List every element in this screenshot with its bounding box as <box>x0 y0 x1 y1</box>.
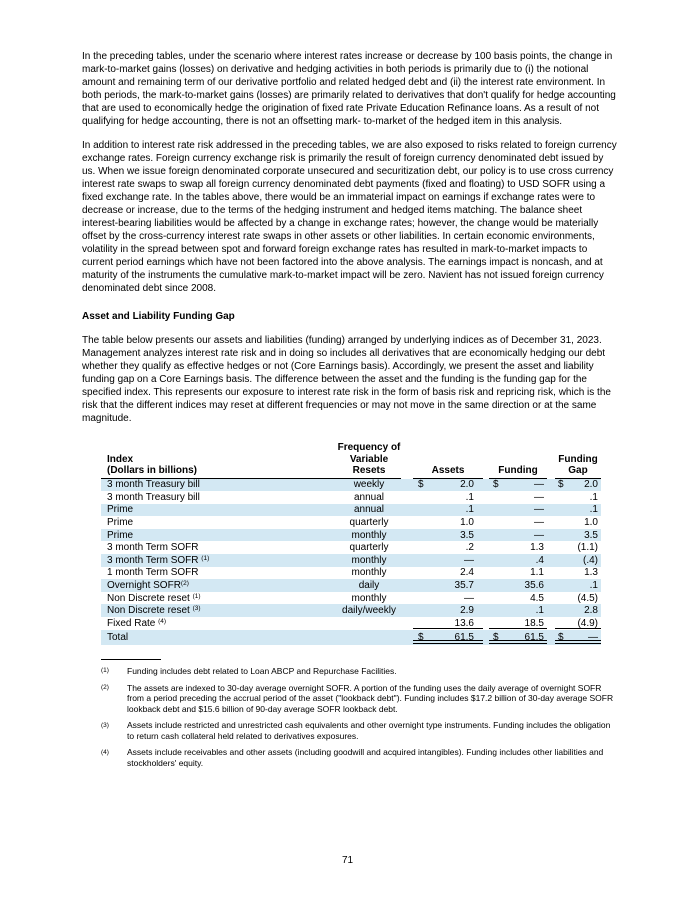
footnote <box>101 666 616 677</box>
footnote <box>101 720 616 741</box>
cell-assets <box>413 491 483 504</box>
cell-funding-gap <box>555 617 601 629</box>
footnote <box>101 747 616 768</box>
footnote-marker: (1) <box>101 667 109 675</box>
currency-symbol: $ <box>418 479 424 491</box>
cell-value: (.4) <box>583 554 598 566</box>
cell-assets <box>413 617 483 629</box>
cell-funding-gap <box>555 516 601 529</box>
cell-funding <box>489 631 547 644</box>
cell-value: (4.9) <box>577 618 598 630</box>
cell-index: 3 month Term SOFR $^{(1)}$ <box>107 554 210 566</box>
currency-symbol: $ <box>558 479 564 491</box>
cell-value: 1.0 <box>584 517 598 529</box>
footnote-marker: (2) <box>101 684 109 692</box>
footnote-marker: (3) <box>192 605 201 613</box>
cell-funding-gap <box>555 503 601 516</box>
table-row <box>101 592 601 605</box>
page-number: 71 <box>341 855 354 866</box>
table-body <box>101 479 601 645</box>
footnote-text: Assets include restricted and unrestricted cash equivalents and other overnight type instruments. Funding includes the obligation to return cash collateral held related to derivatives exposures. <box>127 720 611 741</box>
footnote-marker: (2) <box>180 580 189 588</box>
cell-value: .1 <box>589 491 598 503</box>
footnote-text: Funding includes debt related to Loan ABCP and Repurchase Facilities. <box>127 665 397 676</box>
cell-funding-gap <box>555 592 601 605</box>
currency-symbol: $ <box>493 479 499 491</box>
cell-resets: weekly <box>353 479 385 491</box>
cell-index: Prime <box>107 529 134 541</box>
cell-value: 2.8 <box>584 605 598 617</box>
cell-funding-gap <box>555 541 601 554</box>
cell-assets <box>413 503 483 516</box>
cell-value: 35.7 <box>454 580 474 592</box>
cell-value: 13.6 <box>454 618 474 630</box>
cell-index: Overnight SOFR$^{(2)}$ <box>107 580 189 592</box>
cell-value: 3.5 <box>584 529 598 541</box>
cell-assets <box>413 478 483 491</box>
cell-value: — <box>534 517 544 529</box>
cell-value: .1 <box>589 504 598 516</box>
cell-assets <box>413 579 483 592</box>
table-header-funding-gap: Funding Gap <box>555 454 601 479</box>
cell-resets: daily/weekly <box>342 605 396 617</box>
cell-resets: monthly <box>351 592 387 604</box>
cell-funding <box>489 592 547 605</box>
cell-assets <box>413 631 483 644</box>
table-header-index: Index (Dollars in billions) <box>101 454 337 479</box>
cell-index: Fixed Rate $^{(4)}$ <box>107 617 167 629</box>
cell-value: 1.1 <box>530 567 544 579</box>
table-row <box>101 516 601 529</box>
cell-value: (1.1) <box>577 542 598 554</box>
footnote-marker: (4) <box>101 748 109 756</box>
table-row <box>101 567 601 580</box>
cell-assets <box>413 541 483 554</box>
cell-value: — <box>534 491 544 503</box>
cell-funding <box>489 541 547 554</box>
cell-funding <box>489 478 547 491</box>
cell-index: Prime <box>107 504 134 516</box>
cell-assets <box>413 592 483 605</box>
cell-value: .1 <box>589 580 598 592</box>
cell-index: Non Discrete reset $^{(3)}$ <box>107 605 201 617</box>
cell-value: 2.0 <box>584 479 598 491</box>
cell-value: 2.9 <box>460 605 474 617</box>
cell-value: 18.5 <box>524 618 544 630</box>
cell-funding-gap <box>555 579 601 592</box>
cell-funding-gap <box>555 529 601 542</box>
cell-value: 61.5 <box>454 631 474 643</box>
table-row <box>101 491 601 504</box>
table-row <box>101 541 601 554</box>
cell-value: .4 <box>535 554 544 566</box>
cell-resets: monthly <box>351 554 387 566</box>
cell-funding-gap <box>555 631 601 644</box>
cell-funding <box>489 516 547 529</box>
table-row <box>101 529 601 542</box>
cell-value: — <box>534 504 544 516</box>
cell-funding-gap <box>555 566 601 579</box>
cell-resets: quarterly <box>349 517 389 529</box>
cell-funding <box>489 604 547 617</box>
currency-symbol: $ <box>418 631 424 643</box>
footnote-marker: (1) <box>201 554 210 562</box>
cell-funding <box>489 566 547 579</box>
cell-funding <box>489 491 547 504</box>
footnote-text: Assets include receivables and other assets (including goodwill and acquired intangibles). Funding includes other liabilities and stockholders' equity. <box>127 747 604 768</box>
table-header-funding: Funding <box>489 465 547 479</box>
cell-value: 1.3 <box>584 567 598 579</box>
paragraph-foreign-currency: In addition to interest rate risk addressed in the preceding tables, we are also exposed to risks related to foreign currency exchange rates. Foreign currency exchange risk is primarily the result of foreign currency denominated debt issued by us. When we issue foreign denominated corporate unsecured and securitization debt, our policy is to use cross currency interest rate swaps to swap all foreign currency denominated debt payments (fixed and floating) to USD SOFR using a fixed exchange rate. In the tables above, there would be an immaterial impact on earnings if exchange rates were to decrease or increase, due to the terms of the hedging instrument and hedged items matching. The balance sheet interest-bearing liabilities would be affected by a change in exchange rates; however, the change would be materially offset by the cross-currency interest rate swaps in other assets or other liabilities. In certain economic environments, volatility in the spread between spot and forward foreign exchange rates has resulted in mark-to-market impacts to current period earnings which have not been factored into the above analysis. The earnings impact is noncash, and at maturity of the instruments the cumulative mark-to-market impact will be zero. Navient has not issued foreign currency denominated debt since 2008. <box>82 140 617 294</box>
cell-funding <box>489 503 547 516</box>
cell-value: 4.5 <box>530 592 544 604</box>
cell-assets <box>413 516 483 529</box>
cell-resets: daily <box>358 580 380 592</box>
cell-index: 3 month Treasury bill <box>107 491 200 503</box>
table-row <box>101 479 601 492</box>
cell-resets: monthly <box>351 567 387 579</box>
cell-value: — <box>588 631 598 643</box>
cell-assets <box>413 529 483 542</box>
paragraph-table-intro: The table below presents our assets and liabilities (funding) arranged by underlying indices as of December 31, 2023. Management analyzes interest rate risk and in doing so includes all derivatives that are economically hedging our debt whether they qualify as effective hedges or not (Core Earnings basis). Accordingly, we present the asset and liability funding gap on a Core Earnings basis. The difference between the asset and the funding is the funding gap for the specified index. This represents our exposure to interest rate risk in the form of basis risk and repricing risk, which is the risk that the different indices may reset at different frequencies or may not move in the same direction or at the same magnitude. <box>82 335 611 424</box>
cell-value: .1 <box>465 504 474 516</box>
cell-funding-gap <box>555 554 601 567</box>
section-heading: Asset and Liability Funding Gap <box>82 311 235 322</box>
cell-value: 2.4 <box>460 567 474 579</box>
footnote <box>101 683 616 715</box>
footnote-marker: (4) <box>158 617 167 625</box>
cell-value: — <box>464 592 474 604</box>
table-row-total <box>101 630 601 645</box>
cell-value: .1 <box>535 605 544 617</box>
table-row <box>101 617 601 630</box>
table-row <box>101 604 601 617</box>
cell-value: .2 <box>465 542 474 554</box>
paragraph-interest-rate: In the preceding tables, under the scenario where interest rates increase or decrease by 100 basis points, the change in mark-to-market gains (losses) on derivative and hedging activities in both periods is primarily due to (i) the notional amount and remaining term of our derivative portfolio and related hedged debt and (ii) the interest rate environment. In both periods, the mark-to-market gains (losses) are primarily related to derivatives that don't qualify for hedge accounting that are used to economically hedge the origination of fixed rate Private Education Refinance loans. As a result of not qualifying for hedge accounting, there is not an offsetting mark- to-market of the hedged item in this analysis. <box>82 51 616 127</box>
cell-value: 1.0 <box>460 517 474 529</box>
cell-funding <box>489 554 547 567</box>
cell-funding-gap <box>555 491 601 504</box>
table-row <box>101 579 601 592</box>
cell-resets: annual <box>353 491 385 503</box>
cell-index: 3 month Treasury bill <box>107 479 200 491</box>
table-row <box>101 504 601 517</box>
funding-gap-table <box>101 442 601 645</box>
cell-resets: quarterly <box>349 542 389 554</box>
cell-funding-gap <box>555 604 601 617</box>
table-header-row <box>101 442 601 479</box>
table-row <box>101 554 601 567</box>
footnote-marker: (1) <box>192 592 201 600</box>
cell-funding <box>489 617 547 629</box>
cell-assets <box>413 554 483 567</box>
cell-funding <box>489 529 547 542</box>
footnote-text: The assets are indexed to 30-day average overnight SOFR. A portion of the funding uses the daily average of overnight SOFR from a period preceding the accrual period of the asset ("lookback debt"). Funding includes $17.2 billion of 30-day average SOFR lookback debt and $15.6 billion of 90-day average SOFR lookback debt. <box>127 682 614 714</box>
cell-index: 1 month Term SOFR <box>107 567 199 579</box>
cell-value: 1.3 <box>530 542 544 554</box>
cell-index: 3 month Term SOFR <box>107 542 199 554</box>
cell-funding <box>489 579 547 592</box>
cell-value: 2.0 <box>460 479 474 491</box>
cell-index: Non Discrete reset $^{(1)}$ <box>107 592 201 604</box>
cell-value: .1 <box>465 491 474 503</box>
cell-value: — <box>534 479 544 491</box>
cell-index: Total <box>107 631 129 643</box>
cell-index: Prime <box>107 517 134 529</box>
footnote-separator <box>101 659 161 660</box>
cell-value: 3.5 <box>460 529 474 541</box>
table-header-assets: Assets <box>413 465 483 479</box>
currency-symbol: $ <box>558 631 564 643</box>
cell-assets <box>413 604 483 617</box>
footnote-marker: (3) <box>101 721 109 729</box>
cell-resets: monthly <box>351 529 387 541</box>
footnotes <box>82 666 615 769</box>
cell-value: — <box>464 554 474 566</box>
cell-value: 61.5 <box>524 631 544 643</box>
cell-value: 35.6 <box>524 580 544 592</box>
cell-assets <box>413 566 483 579</box>
cell-value: — <box>534 529 544 541</box>
cell-funding-gap <box>555 478 601 491</box>
table-header-resets: Frequency of Variable Resets <box>337 442 401 479</box>
cell-resets: annual <box>353 504 385 516</box>
cell-value: (4.5) <box>577 592 598 604</box>
currency-symbol: $ <box>493 631 499 643</box>
